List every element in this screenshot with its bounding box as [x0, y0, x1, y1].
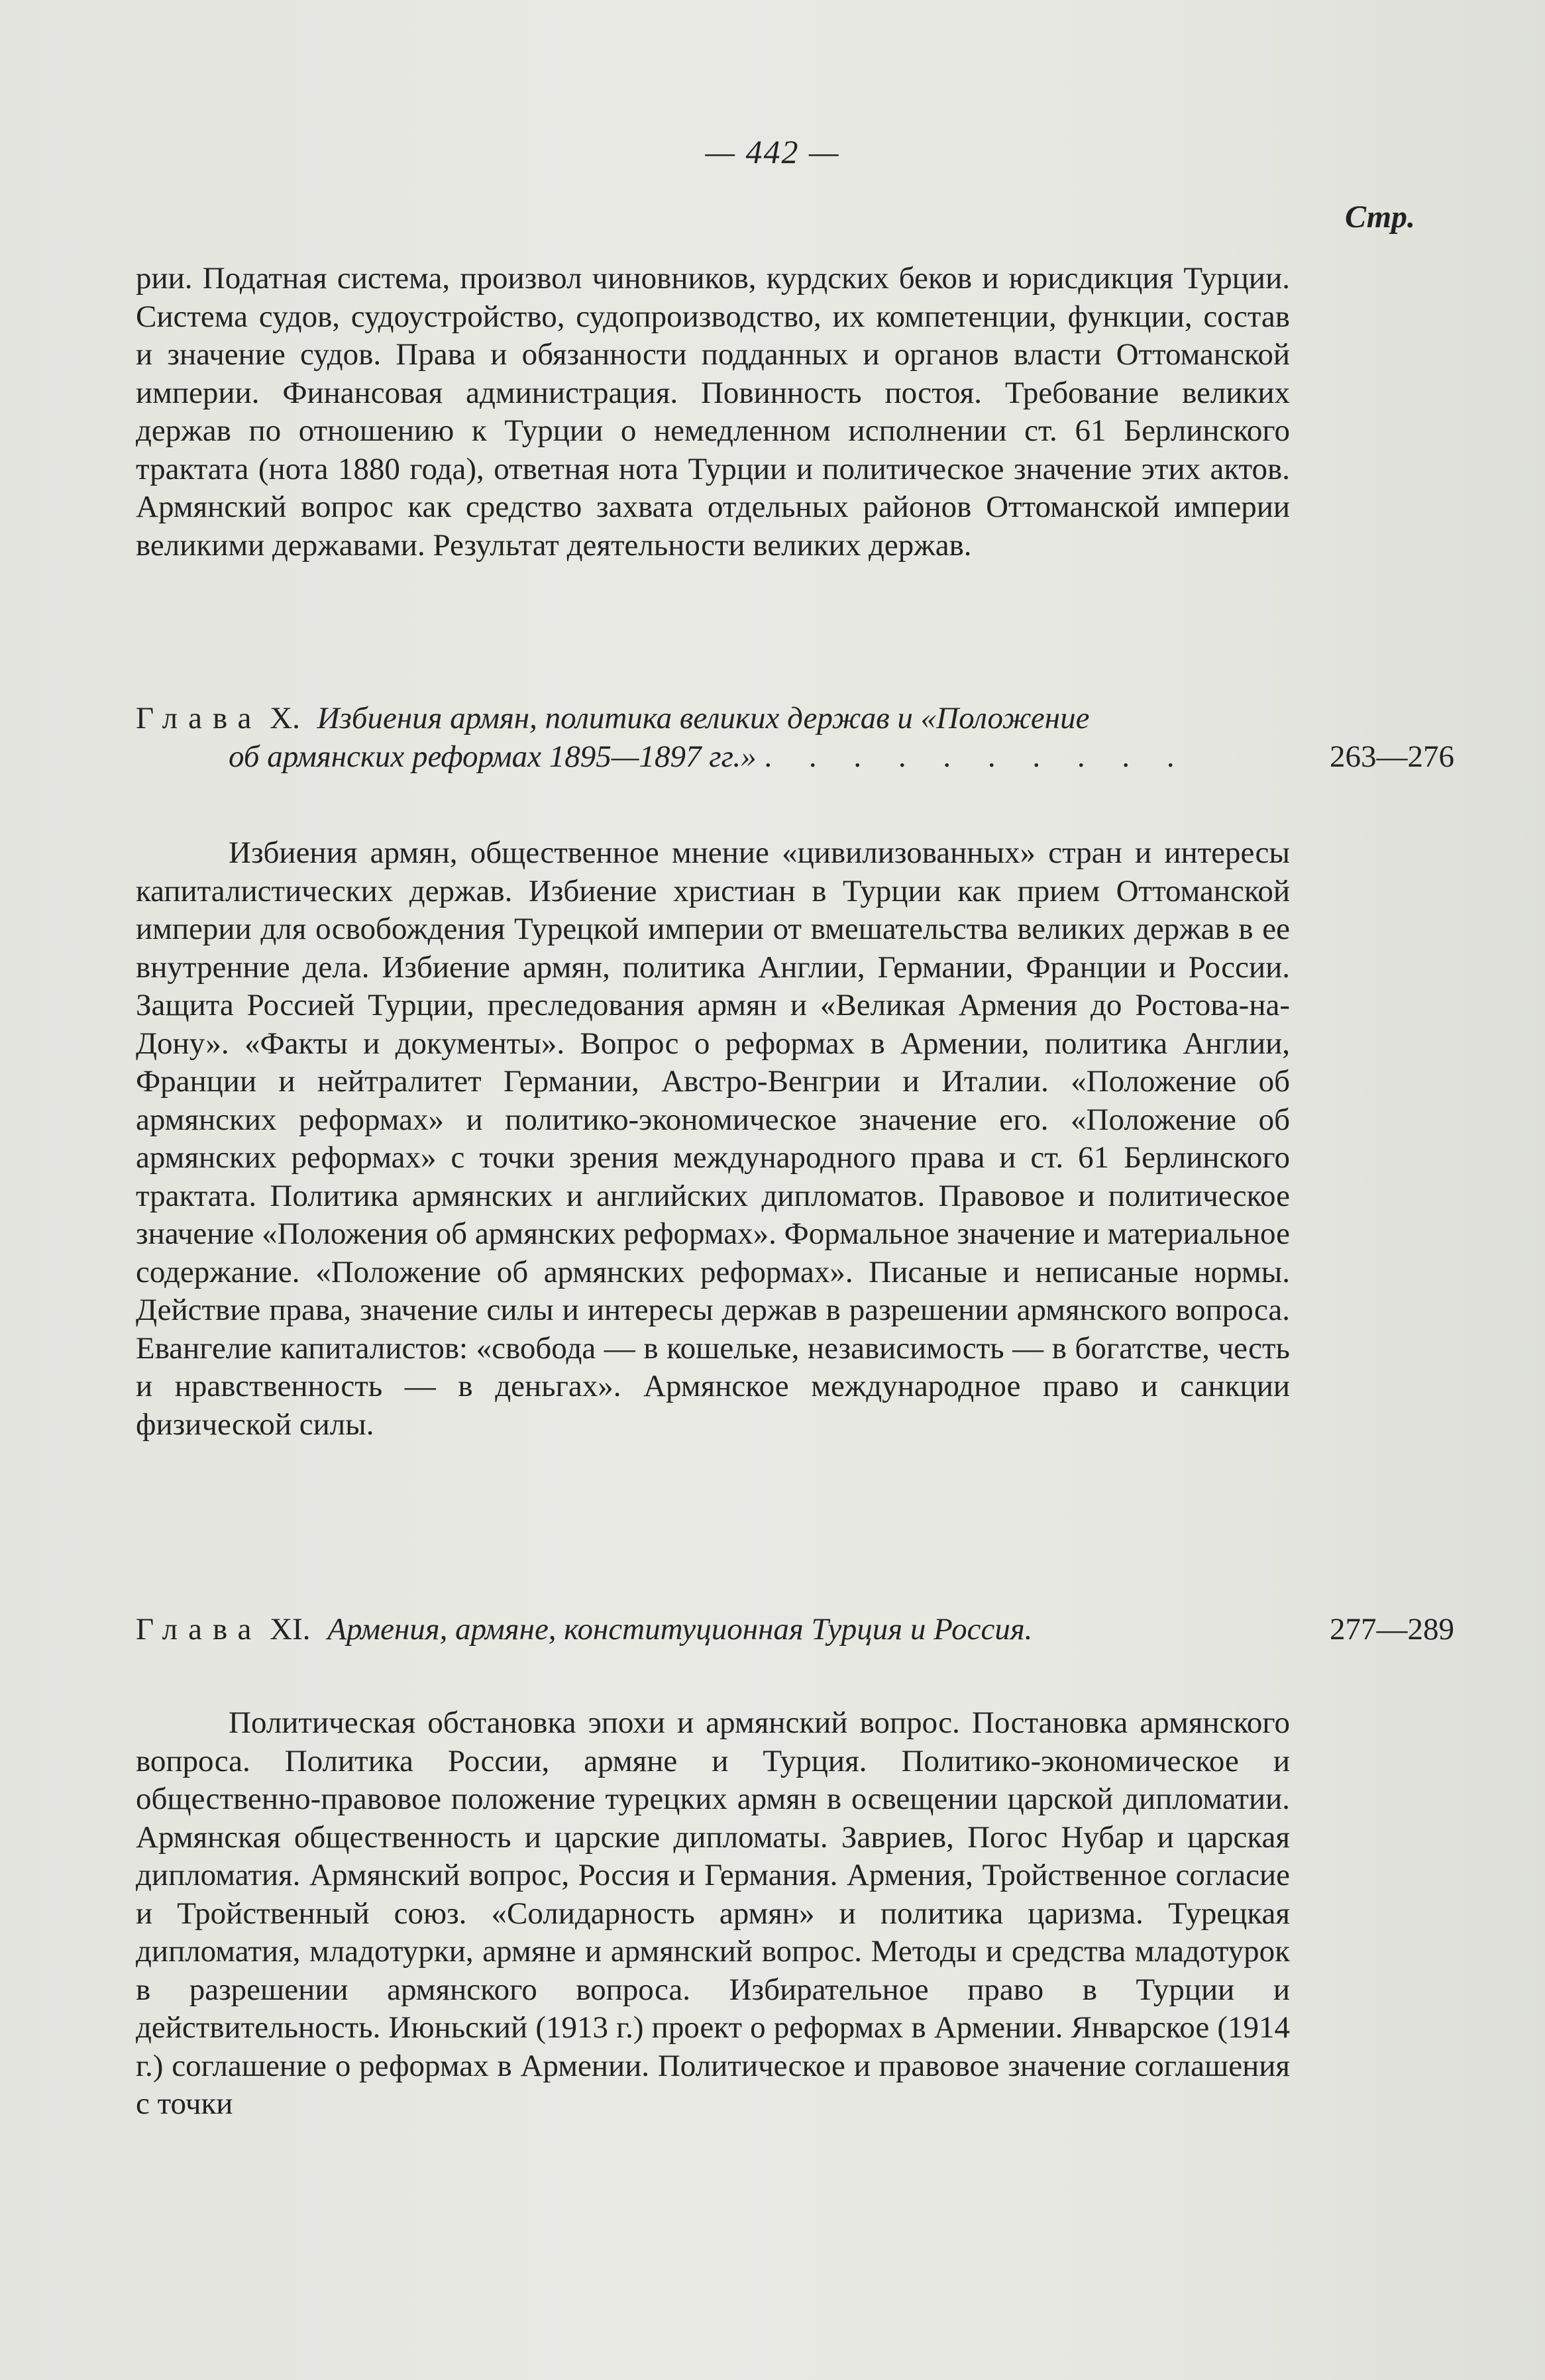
chapter-number: X.: [270, 701, 300, 735]
chapter-title-continued: об армянских реформах 1895—1897 гг.»: [229, 739, 757, 774]
toc-entry-chapter-11[interactable]: [136, 1610, 1454, 1649]
toc-entry-chapter-10[interactable]: [136, 699, 1454, 776]
continuation-paragraph: рии. Податная система, произвол чиновников, курдских беков и юрисдикция Турции. Система судов, судоустройство, судопроизводство, их компетенции, функции, состав и значение судов. Права и обязанности подданных и органов власти Оттоманской империи. Финансовая администрация. Повинность постоя. Требование великих держав по отношению к Турции о немедленном исполнении ст. 61 Берлинского трактата (нота 1880 года), ответная нота Турции и политическое значение этих актов. Армянский вопрос как средство захвата отдельных районов Оттоманской империи великими державами. Результат деятельности великих держав.: [136, 261, 1290, 563]
chapter-title: Избиения армян, политика великих держав и «Положение: [317, 701, 1090, 735]
chapter-page-range: 263—276: [1330, 739, 1454, 774]
dot-leader: . . . . . . . . . .: [764, 739, 1189, 774]
page-column-header: Стр.: [1345, 199, 1416, 235]
chapter-page-range: 277—289: [1330, 1612, 1454, 1647]
chapter-number: XI.: [270, 1612, 311, 1647]
chapter-10-summary: Избиения армян, общественное мнение «цивилизованных» стран и интересы капиталистических держав. Избиение христиан в Турции как прием Оттоманской империи для освобождения Турецкой империи от вмешательства великих держав в ее внутренние дела. Избиение армян, политика Англии, Германии, Франции и России. Защита Россией Турции, преследования армян и «Великая Армения до Ростова-на-Дону». «Факты и документы». Вопрос о реформах в Армении, политика Англии, Франции и нейтралитет Германии, Австро-Венгрии и Италии. «Положение об армянских реформах» и политико-экономическое значение его. «Положение об армянских реформах» с точки зрения международного права и ст. 61 Берлинского трактата. Политика армянских и английских дипломатов. Правовое и политическое значение «Положения об армянских реформах». Формальное значение и материальное содержание. «Положение об армянских реформах». Писаные и неписаные нормы. Действие права, значение силы и интересы держав в разрешении армянского вопроса. Евангелие капиталистов: «свобода — в кошельке, независимость — в богатстве, честь и нравственность — в деньгах». Армянское международное право и санкции физической силы.: [136, 836, 1290, 1442]
chapter-label: Глава: [136, 1612, 262, 1647]
chapter-title: Армения, армяне, конституционная Турция и Россия.: [327, 1612, 1033, 1647]
chapter-11-summary: Политическая обстановка эпохи и армянский вопрос. Постановка армянского вопроса. Политика России, армяне и Турция. Политико-экономическое и общественно-правовое положение турецких армян в освещении царской дипломатии. Армянская общественность и царские дипломаты. Завриев, Погос Нубар и царская дипломатия. Армянский вопрос, Россия и Германия. Армения, Тройственное согласие и Тройственный союз. «Солидарность армян» и политика царизма. Турецкая дипломатия, младотурки, армяне и армянский вопрос. Методы и средства младотурок в разрешении армянского вопроса. Избирательное право в Турции и действительность. Июньский (1913 г.) проект о реформах в Армении. Январское (1914 г.) соглашение о реформах в Армении. Политическое и правовое значение соглашения с точки: [136, 1705, 1290, 2121]
chapter-label: Глава: [136, 701, 262, 735]
page-number: — 442 —: [705, 133, 840, 170]
